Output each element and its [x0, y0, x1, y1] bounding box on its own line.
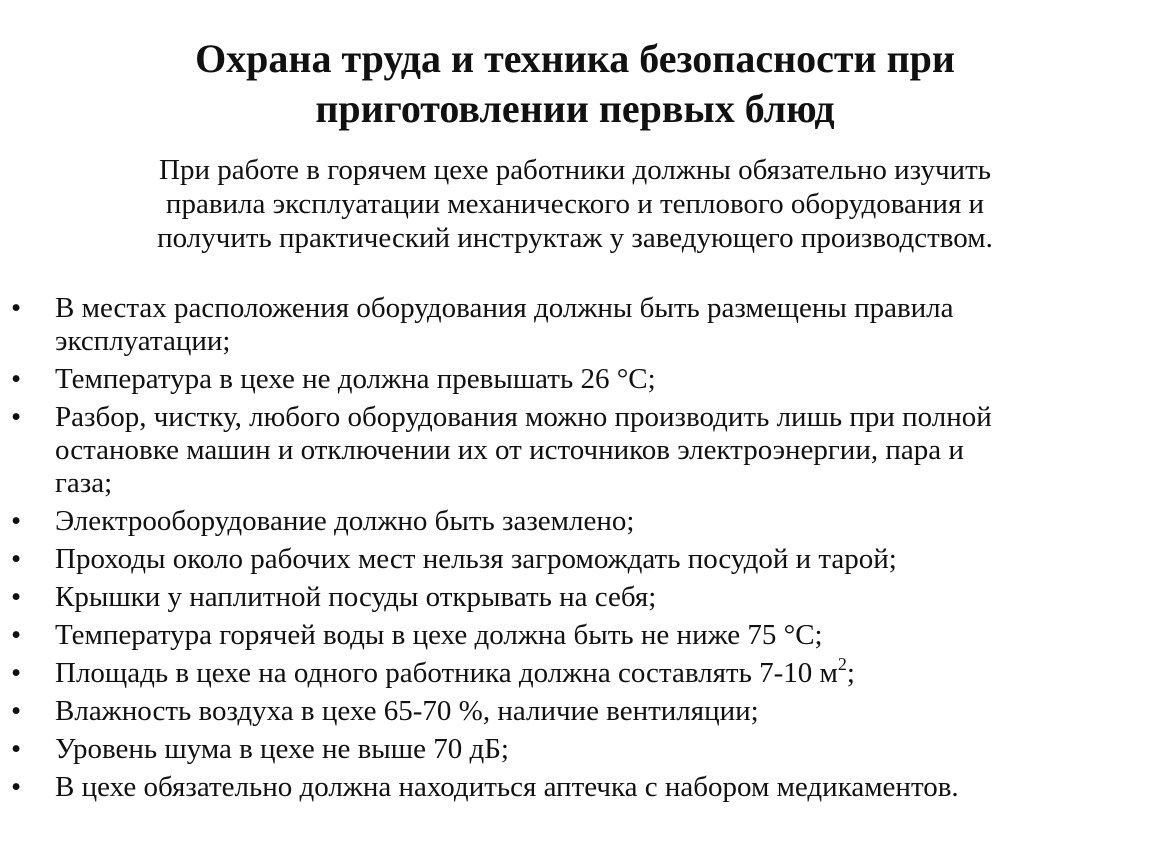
bullet-item: [0, 654, 1130, 690]
bullet-text: [55, 771, 1130, 804]
bullet-line: [55, 619, 1130, 652]
bullet-line: [55, 581, 1130, 614]
bullet-item: [0, 771, 1130, 804]
page-title: [0, 34, 1150, 134]
bullet-line-text: Площадь в цехе на одного работника должна составлять 7-10 м: [55, 657, 838, 689]
bullet-line-text: Влажность воздуха в цехе 65-70 %, наличие вентиляции;: [55, 695, 759, 727]
bullet-text: [55, 581, 1130, 614]
bullet-item: [0, 363, 1130, 396]
bullet-marker: •: [11, 619, 22, 651]
bullet-marker: •: [11, 695, 22, 727]
bullet-item: [0, 505, 1130, 538]
title-line: приготовлении первых блюд: [315, 86, 835, 131]
bullet-text: [55, 505, 1130, 538]
bullet-line-text: В цехе обязательно должна находиться аптечка с набором медикаментов.: [55, 771, 959, 803]
bullet-line-text: Разбор, чистку, любого оборудования можно производить лишь при полной: [55, 401, 992, 433]
bullet-text: [55, 695, 1130, 728]
intro-line: При работе в горячем цехе работники должны обязательно изучить: [159, 154, 991, 186]
bullet-item: [0, 543, 1130, 576]
bullet-line-text: Проходы около рабочих мест нельзя загромождать посудой и тарой;: [55, 543, 897, 575]
bullet-text: [55, 292, 1130, 358]
bullet-marker: •: [11, 771, 22, 803]
bullet-marker: •: [11, 363, 22, 395]
bullet-marker: •: [11, 581, 22, 613]
bullet-marker: •: [11, 292, 22, 324]
bullet-line-text: остановке машин и отключении их от источников электроэнергии, пара и: [55, 434, 964, 466]
bullet-line: [55, 543, 1130, 576]
bullet-marker: •: [11, 543, 22, 575]
bullet-marker: •: [11, 733, 22, 765]
bullet-line: [55, 325, 1130, 358]
bullet-line: [55, 467, 1130, 500]
bullet-line-text: Электрооборудование должно быть заземлено;: [55, 505, 635, 537]
bullet-line: [55, 733, 1130, 766]
bullet-marker: •: [11, 401, 22, 433]
bullet-item: [0, 619, 1130, 652]
bullet-line-text: эксплуатации;: [55, 325, 231, 357]
bullet-line: [55, 401, 1130, 434]
bullet-line: [55, 695, 1130, 728]
bullet-text: [55, 733, 1130, 766]
bullet-line: [55, 654, 1130, 690]
bullet-line-text: Температура горячей воды в цехе должна быть не ниже 75 °С;: [55, 619, 823, 651]
bullet-text: [55, 401, 1130, 500]
bullet-text: [55, 619, 1130, 652]
bullet-item: [0, 695, 1130, 728]
bullet-item: [0, 581, 1130, 614]
bullet-list: [0, 292, 1130, 809]
bullet-text: [55, 543, 1130, 576]
title-line: Охрана труда и техника безопасности при: [195, 36, 955, 81]
bullet-marker: •: [11, 505, 22, 537]
intro-paragraph: [60, 153, 1090, 255]
bullet-item: [0, 401, 1130, 500]
bullet-line: [55, 292, 1130, 325]
intro-line: правила эксплуатации механического и теплового оборудования и: [165, 188, 985, 220]
bullet-line-text: В местах расположения оборудования должны быть размещены правила: [55, 292, 954, 324]
bullet-line: [55, 363, 1130, 396]
bullet-line-text: Уровень шума в цехе не выше 70 дБ;: [55, 733, 509, 765]
bullet-text: [55, 654, 1130, 690]
bullet-line: [55, 771, 1130, 804]
bullet-line-text: газа;: [55, 467, 113, 499]
superscript: 2: [837, 654, 847, 674]
bullet-line-text: Температура в цехе не должна превышать 26 °С;: [55, 363, 656, 395]
bullet-item: [0, 733, 1130, 766]
intro-line: получить практический инструктаж у заведующего производством.: [157, 222, 993, 254]
bullet-punctuation: ;: [846, 657, 855, 689]
bullet-line: [55, 434, 1130, 467]
bullet-marker: •: [11, 657, 22, 689]
bullet-item: [0, 292, 1130, 358]
bullet-line-text: Крышки у наплитной посуды открывать на себя;: [55, 581, 657, 613]
bullet-line: [55, 505, 1130, 538]
bullet-text: [55, 363, 1130, 396]
